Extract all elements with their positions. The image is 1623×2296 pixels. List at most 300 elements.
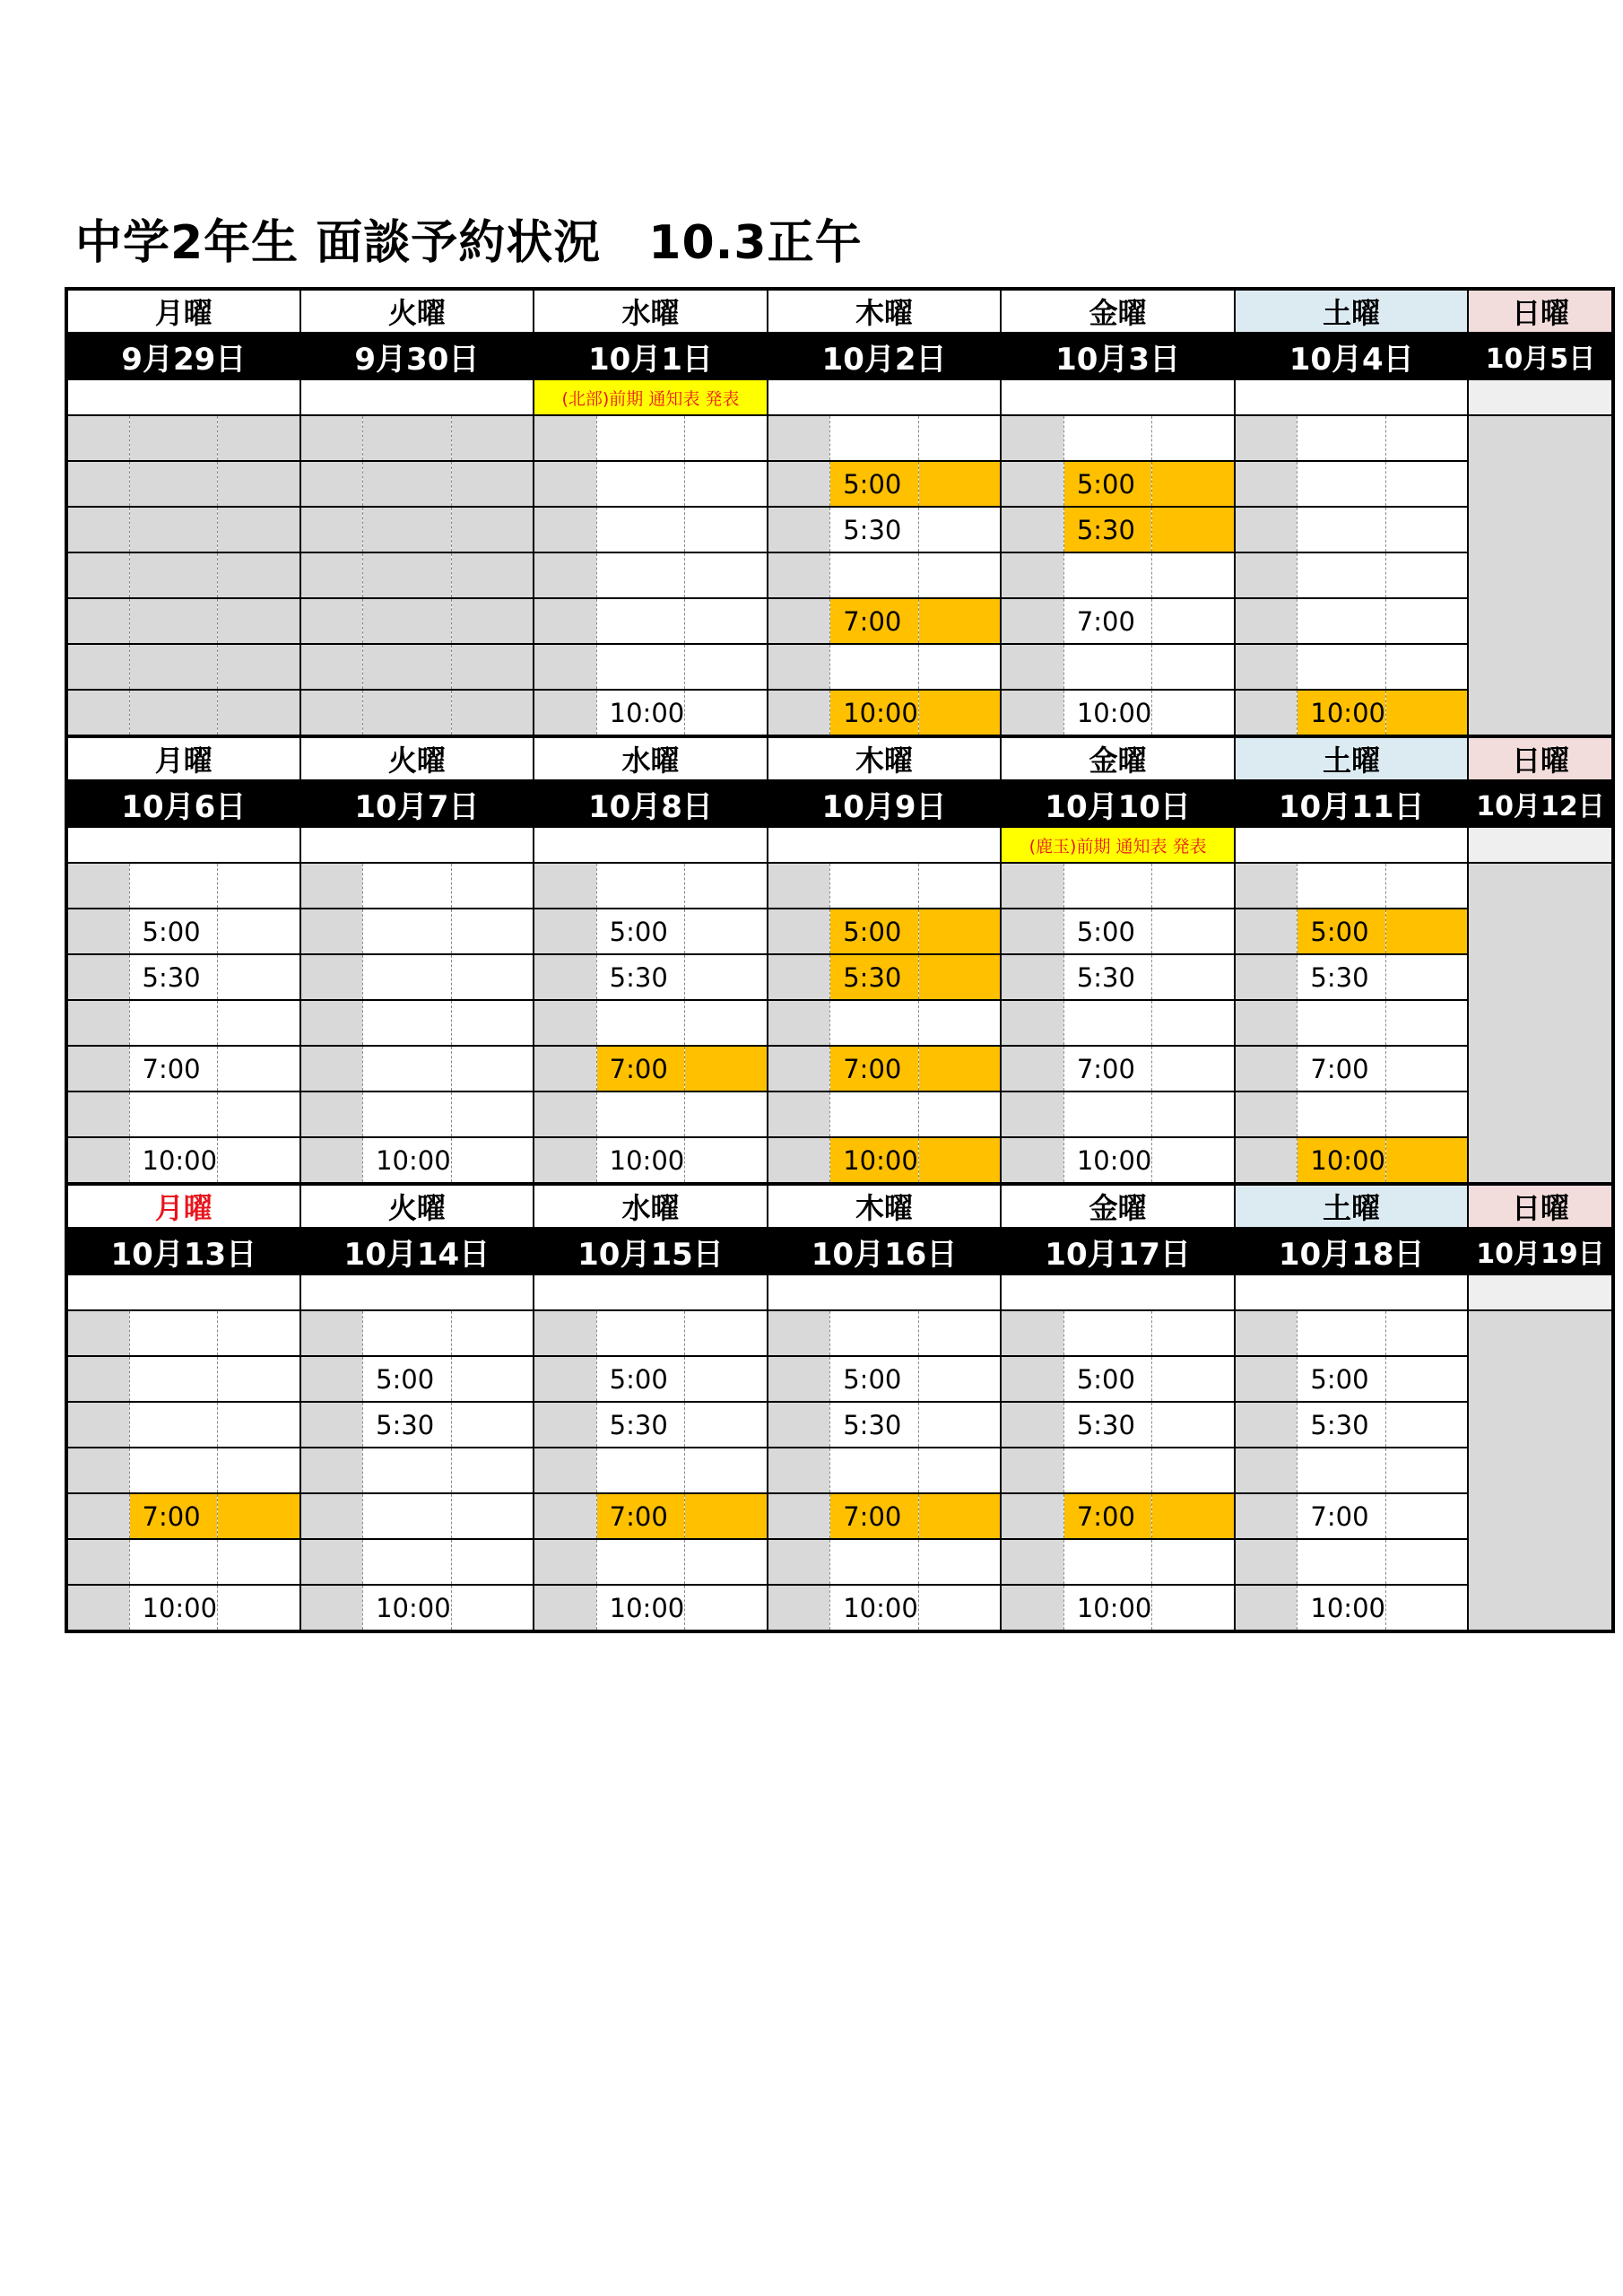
closed-strip	[1001, 909, 1063, 954]
closed-strip	[768, 1402, 830, 1448]
closed-strip	[1001, 690, 1063, 736]
slot-extension	[1385, 461, 1468, 507]
weekday-label: 木曜	[768, 289, 1002, 333]
closed-strip	[300, 1091, 363, 1137]
slot-extension	[218, 1356, 300, 1402]
date-label: 10月7日	[300, 780, 534, 827]
closed-strip	[1001, 1493, 1063, 1539]
booked-slot: 5:00	[830, 909, 919, 954]
time-slot: 10:00	[1298, 1585, 1386, 1631]
closed-strip	[66, 507, 129, 552]
closed-strip	[66, 461, 129, 507]
closed-strip	[768, 1585, 830, 1631]
date-label: 10月17日	[1001, 1228, 1235, 1274]
slot-extension	[1152, 1539, 1235, 1585]
closed-strip	[300, 863, 363, 909]
slot-extension	[1152, 644, 1235, 690]
time-slot: 10:00	[129, 1137, 218, 1184]
closed-strip	[1235, 598, 1298, 644]
date-label: 10月4日	[1235, 333, 1469, 379]
closed-strip	[1001, 954, 1063, 1000]
slot-extension	[685, 1493, 768, 1539]
slot-extension	[451, 644, 534, 690]
closed-strip	[1001, 1448, 1063, 1493]
slot-extension	[218, 598, 300, 644]
time-slot: 5:00	[129, 909, 218, 954]
slot-extension	[1385, 1046, 1468, 1091]
time-slot	[830, 1539, 919, 1585]
slot-extension	[685, 1046, 768, 1091]
note-cell	[768, 379, 1002, 415]
slot-extension	[1385, 1310, 1468, 1356]
closed-strip	[768, 954, 830, 1000]
time-slot	[129, 1402, 218, 1448]
closed-strip	[66, 1539, 129, 1585]
slot-extension	[451, 598, 534, 644]
time-slot	[596, 863, 685, 909]
slot-extension	[1152, 690, 1235, 736]
closed-strip	[1235, 1402, 1298, 1448]
time-slot	[129, 1539, 218, 1585]
slot-extension	[218, 461, 300, 507]
time-slot	[1063, 1091, 1152, 1137]
time-slot	[129, 415, 218, 461]
time-slot	[1063, 644, 1152, 690]
slot-extension	[451, 1310, 534, 1356]
closed-strip	[300, 1356, 363, 1402]
closed-strip	[534, 507, 596, 552]
slot-extension	[1152, 507, 1235, 552]
time-slot	[596, 1091, 685, 1137]
slot-extension	[1152, 954, 1235, 1000]
booked-slot: 5:00	[830, 461, 919, 507]
slot-extension	[685, 909, 768, 954]
slot-extension	[918, 644, 1001, 690]
weekday-label: 火曜	[300, 289, 534, 333]
slot-extension	[1385, 644, 1468, 690]
weekday-label: 土曜	[1235, 1184, 1469, 1228]
time-slot: 7:00	[129, 1046, 218, 1091]
time-slot: 10:00	[830, 1585, 919, 1631]
closed-strip	[1235, 690, 1298, 736]
slot-extension	[685, 1000, 768, 1046]
time-slot	[596, 644, 685, 690]
slot-extension	[918, 461, 1001, 507]
booked-slot: 5:00	[1298, 909, 1386, 954]
time-slot: 7:00	[1298, 1046, 1386, 1091]
closed-strip	[1235, 552, 1298, 598]
time-slot-row	[66, 1091, 1613, 1137]
closed-strip	[768, 690, 830, 736]
closed-strip	[534, 415, 596, 461]
time-slot: 5:30	[830, 1402, 919, 1448]
time-slot	[129, 1356, 218, 1402]
closed-strip	[1001, 1310, 1063, 1356]
closed-strip	[1235, 644, 1298, 690]
closed-strip	[1235, 1356, 1298, 1402]
slot-extension	[918, 1000, 1001, 1046]
booked-slot: 5:30	[1063, 507, 1152, 552]
closed-strip	[1001, 1137, 1063, 1184]
slot-extension	[1385, 909, 1468, 954]
closed-strip	[1235, 507, 1298, 552]
closed-strip	[1235, 909, 1298, 954]
date-row	[66, 780, 1613, 827]
time-slot	[830, 1091, 919, 1137]
time-slot-row	[66, 1356, 1613, 1402]
slot-extension	[685, 552, 768, 598]
closed-strip	[768, 1091, 830, 1137]
closed-strip	[534, 1046, 596, 1091]
slot-extension	[1152, 1137, 1235, 1184]
time-slot: 7:00	[1298, 1493, 1386, 1539]
closed-strip	[534, 1356, 596, 1402]
time-slot	[1298, 1448, 1386, 1493]
closed-strip	[300, 1585, 363, 1631]
time-slot	[363, 598, 452, 644]
closed-strip	[768, 1356, 830, 1402]
slot-extension	[918, 507, 1001, 552]
time-slot	[1298, 644, 1386, 690]
slot-extension	[218, 863, 300, 909]
closed-strip	[768, 507, 830, 552]
slot-extension	[218, 1137, 300, 1184]
weekday-label: 火曜	[300, 736, 534, 780]
weekday-header-row	[66, 736, 1613, 780]
note-cell	[300, 1274, 534, 1310]
time-slot-row	[66, 1310, 1613, 1356]
closed-strip	[534, 1000, 596, 1046]
date-label: 10月5日	[1468, 333, 1613, 379]
closed-strip	[1235, 461, 1298, 507]
time-slot	[830, 1310, 919, 1356]
date-label: 10月3日	[1001, 333, 1235, 379]
closed-strip	[534, 909, 596, 954]
slot-extension	[1152, 598, 1235, 644]
closed-strip	[1001, 1356, 1063, 1402]
time-slot-row	[66, 461, 1613, 507]
slot-extension	[1385, 1137, 1468, 1184]
reservation-schedule-table	[65, 287, 1615, 1633]
time-slot-row	[66, 1046, 1613, 1091]
booked-slot: 7:00	[830, 1493, 919, 1539]
time-slot	[363, 1448, 452, 1493]
time-slot	[363, 644, 452, 690]
slot-extension	[218, 1402, 300, 1448]
time-slot: 10:00	[363, 1137, 452, 1184]
note-cell	[768, 1274, 1002, 1310]
time-slot-row	[66, 1000, 1613, 1046]
slot-extension	[1152, 415, 1235, 461]
closed-strip	[1001, 644, 1063, 690]
time-slot	[596, 507, 685, 552]
slot-extension	[1385, 507, 1468, 552]
time-slot	[1063, 1539, 1152, 1585]
sunday-closed	[1468, 1310, 1613, 1631]
time-slot: 5:30	[1298, 954, 1386, 1000]
closed-strip	[300, 461, 363, 507]
closed-strip	[768, 598, 830, 644]
time-slot	[596, 1310, 685, 1356]
slot-extension	[685, 415, 768, 461]
closed-strip	[534, 1585, 596, 1631]
slot-extension	[1385, 1000, 1468, 1046]
time-slot	[129, 644, 218, 690]
time-slot-row	[66, 598, 1613, 644]
slot-extension	[685, 1310, 768, 1356]
date-row	[66, 333, 1613, 379]
slot-extension	[1385, 1356, 1468, 1402]
slot-extension	[451, 1091, 534, 1137]
time-slot-row	[66, 909, 1613, 954]
time-slot	[363, 909, 452, 954]
closed-strip	[66, 1448, 129, 1493]
slot-extension	[918, 1310, 1001, 1356]
slot-extension	[451, 461, 534, 507]
time-slot	[1298, 415, 1386, 461]
slot-extension	[451, 552, 534, 598]
time-slot: 5:00	[830, 1356, 919, 1402]
time-slot	[129, 1310, 218, 1356]
closed-strip	[1001, 1000, 1063, 1046]
slot-extension	[1152, 552, 1235, 598]
slot-extension	[218, 1493, 300, 1539]
time-slot	[596, 461, 685, 507]
time-slot	[363, 552, 452, 598]
closed-strip	[66, 1585, 129, 1631]
closed-strip	[1235, 1493, 1298, 1539]
date-label: 10月6日	[66, 780, 300, 827]
slot-extension	[918, 552, 1001, 598]
slot-extension	[451, 690, 534, 736]
weekday-label: 日曜	[1468, 736, 1613, 780]
time-slot	[830, 552, 919, 598]
closed-strip	[534, 461, 596, 507]
closed-strip	[300, 415, 363, 461]
time-slot	[1298, 598, 1386, 644]
weekday-label: 金曜	[1001, 736, 1235, 780]
date-label: 10月14日	[300, 1228, 534, 1274]
slot-extension	[685, 1356, 768, 1402]
time-slot	[830, 1448, 919, 1493]
closed-strip	[300, 1402, 363, 1448]
closed-strip	[534, 690, 596, 736]
slot-extension	[1152, 461, 1235, 507]
slot-extension	[1385, 1539, 1468, 1585]
time-slot	[363, 1000, 452, 1046]
time-slot	[1298, 1091, 1386, 1137]
slot-extension	[1152, 1091, 1235, 1137]
date-label: 10月11日	[1235, 780, 1469, 827]
closed-strip	[1001, 415, 1063, 461]
note-cell	[1235, 379, 1469, 415]
time-slot	[596, 415, 685, 461]
date-label: 10月12日	[1468, 780, 1613, 827]
booked-slot: 7:00	[596, 1493, 685, 1539]
weekday-label: 日曜	[1468, 289, 1613, 333]
date-label: 10月1日	[534, 333, 768, 379]
note-cell	[768, 827, 1002, 863]
slot-extension	[1152, 1585, 1235, 1631]
time-slot: 7:00	[1063, 1046, 1152, 1091]
slot-extension	[918, 1585, 1001, 1631]
weekday-label: 水曜	[534, 1184, 768, 1228]
slot-extension	[918, 1046, 1001, 1091]
closed-strip	[1001, 1585, 1063, 1631]
closed-strip	[768, 863, 830, 909]
closed-strip	[66, 1402, 129, 1448]
booked-slot: 10:00	[1298, 690, 1386, 736]
closed-strip	[300, 1310, 363, 1356]
date-label: 10月15日	[534, 1228, 768, 1274]
booked-slot: 10:00	[830, 690, 919, 736]
slot-extension	[218, 909, 300, 954]
slot-extension	[218, 954, 300, 1000]
slot-extension	[1385, 954, 1468, 1000]
time-slot	[596, 598, 685, 644]
slot-extension	[1385, 1091, 1468, 1137]
time-slot: 5:00	[1063, 909, 1152, 954]
slot-extension	[1152, 1046, 1235, 1091]
time-slot	[129, 507, 218, 552]
time-slot: 5:30	[1063, 1402, 1152, 1448]
announcement-note: (鹿玉)前期 通知表 発表	[1001, 827, 1235, 863]
time-slot: 5:30	[830, 507, 919, 552]
closed-strip	[534, 1448, 596, 1493]
time-slot	[129, 863, 218, 909]
note-cell	[66, 1274, 300, 1310]
slot-extension	[918, 1448, 1001, 1493]
slot-extension	[918, 690, 1001, 736]
slot-extension	[218, 415, 300, 461]
slot-extension	[1385, 1585, 1468, 1631]
note-cell	[300, 379, 534, 415]
time-slot	[1298, 1310, 1386, 1356]
time-slot-row	[66, 1493, 1613, 1539]
note-cell	[1235, 1274, 1469, 1310]
time-slot-row	[66, 415, 1613, 461]
weekday-label: 木曜	[768, 736, 1002, 780]
note-cell	[66, 827, 300, 863]
time-slot	[596, 552, 685, 598]
slot-extension	[918, 415, 1001, 461]
date-label: 10月2日	[768, 333, 1002, 379]
closed-strip	[1235, 1046, 1298, 1091]
time-slot	[1298, 552, 1386, 598]
slot-extension	[218, 690, 300, 736]
weekday-label: 月曜	[66, 736, 300, 780]
slot-extension	[685, 690, 768, 736]
slot-extension	[918, 863, 1001, 909]
closed-strip	[300, 909, 363, 954]
closed-strip	[534, 954, 596, 1000]
slot-extension	[1152, 1493, 1235, 1539]
time-slot	[1298, 863, 1386, 909]
slot-extension	[218, 1310, 300, 1356]
slot-extension	[1385, 415, 1468, 461]
closed-strip	[534, 1493, 596, 1539]
time-slot	[363, 1539, 452, 1585]
date-label: 10月16日	[768, 1228, 1002, 1274]
time-slot: 5:00	[1063, 1356, 1152, 1402]
time-slot: 10:00	[1063, 690, 1152, 736]
time-slot-row	[66, 552, 1613, 598]
slot-extension	[685, 507, 768, 552]
time-slot: 5:00	[363, 1356, 452, 1402]
closed-strip	[300, 690, 363, 736]
date-label: 10月19日	[1468, 1228, 1613, 1274]
closed-strip	[300, 598, 363, 644]
time-slot: 5:30	[363, 1402, 452, 1448]
slot-extension	[451, 1493, 534, 1539]
closed-strip	[534, 1402, 596, 1448]
time-slot: 10:00	[596, 690, 685, 736]
slot-extension	[1385, 690, 1468, 736]
slot-extension	[918, 954, 1001, 1000]
slot-extension	[918, 598, 1001, 644]
closed-strip	[768, 1448, 830, 1493]
slot-extension	[918, 1493, 1001, 1539]
time-slot: 10:00	[129, 1585, 218, 1631]
slot-extension	[918, 1137, 1001, 1184]
slot-extension	[451, 1000, 534, 1046]
closed-strip	[66, 1091, 129, 1137]
closed-strip	[1235, 415, 1298, 461]
date-label: 10月18日	[1235, 1228, 1469, 1274]
time-slot	[830, 1000, 919, 1046]
time-slot	[1298, 1000, 1386, 1046]
closed-strip	[534, 1539, 596, 1585]
slot-extension	[1152, 1356, 1235, 1402]
note-cell	[66, 379, 300, 415]
slot-extension	[451, 909, 534, 954]
closed-strip	[300, 644, 363, 690]
time-slot	[363, 1091, 452, 1137]
closed-strip	[768, 552, 830, 598]
time-slot-row	[66, 954, 1613, 1000]
slot-extension	[685, 863, 768, 909]
slot-extension	[218, 1091, 300, 1137]
time-slot: 5:00	[596, 1356, 685, 1402]
closed-strip	[1235, 954, 1298, 1000]
time-slot: 5:00	[596, 909, 685, 954]
closed-strip	[768, 415, 830, 461]
time-slot: 5:00	[1298, 1356, 1386, 1402]
closed-strip	[66, 690, 129, 736]
sunday-closed	[1468, 415, 1613, 736]
booked-slot: 5:00	[1063, 461, 1152, 507]
date-label: 10月13日	[66, 1228, 300, 1274]
closed-strip	[1001, 507, 1063, 552]
slot-extension	[1385, 1493, 1468, 1539]
slot-extension	[685, 644, 768, 690]
closed-strip	[66, 909, 129, 954]
slot-extension	[685, 1091, 768, 1137]
time-slot: 10:00	[1063, 1585, 1152, 1631]
slot-extension	[218, 552, 300, 598]
time-slot: 5:30	[596, 1402, 685, 1448]
closed-strip	[1001, 1091, 1063, 1137]
time-slot: 5:30	[1063, 954, 1152, 1000]
closed-strip	[300, 1539, 363, 1585]
closed-strip	[1001, 1402, 1063, 1448]
closed-strip	[1235, 1310, 1298, 1356]
closed-strip	[66, 1000, 129, 1046]
slot-extension	[685, 1585, 768, 1631]
slot-extension	[1152, 1000, 1235, 1046]
slot-extension	[1152, 1448, 1235, 1493]
closed-strip	[66, 415, 129, 461]
